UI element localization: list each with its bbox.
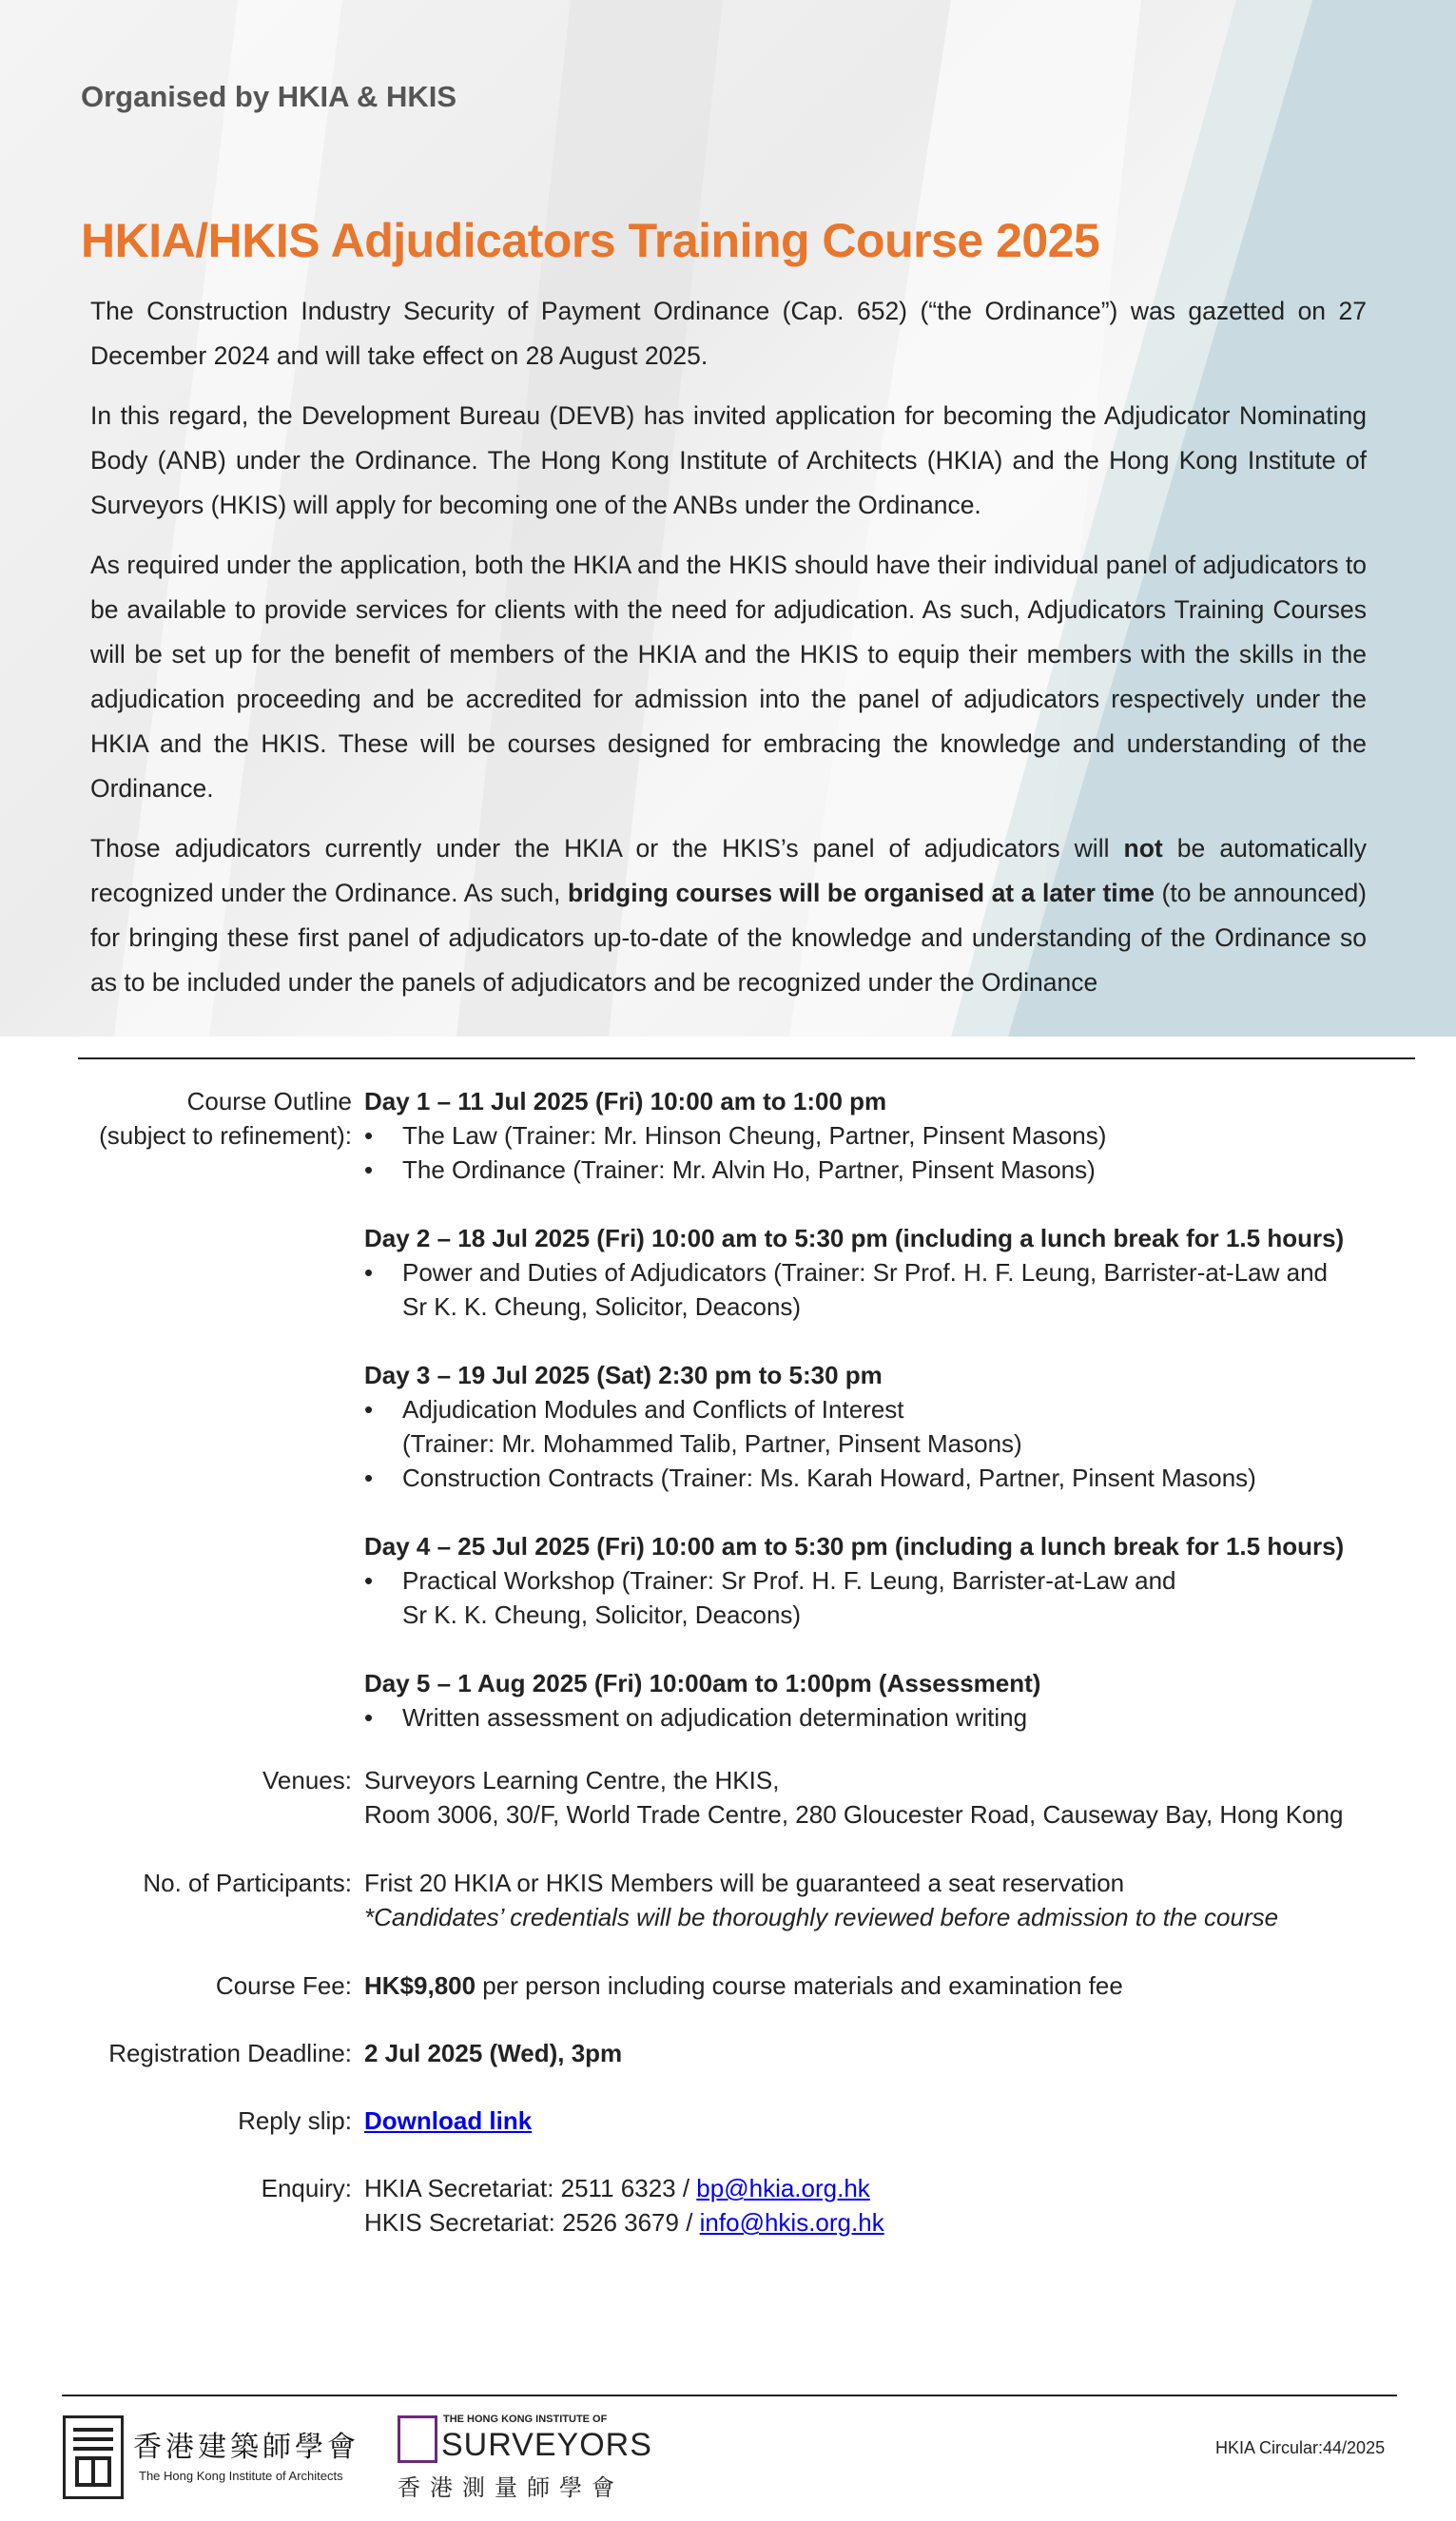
fee-amount: HK$9,800	[364, 1971, 476, 2000]
item-text: (Trainer: Mr. Mohammed Talib, Partner, Pinsent Masons)	[402, 1429, 1022, 1458]
intro-text	[90, 289, 1367, 1020]
hkia-phone: HKIA Secretariat: 2511 6323 /	[364, 2174, 697, 2202]
list-item	[364, 1153, 1429, 1187]
item-text: Practical Workshop (Trainer: Sr Prof. H. F. Leung, Barrister-at-Law and	[402, 1566, 1176, 1595]
hkis-chinese-name: 香港測量師學會	[398, 2474, 624, 2501]
label-line: Course Outline	[186, 1087, 352, 1115]
text-span: Those adjudicators currently under the HKIA or the HKIS’s panel of adjudicators will	[90, 834, 1124, 863]
item-text: Sr K. K. Cheung, Solicitor, Deacons)	[402, 1600, 802, 1629]
list-item	[364, 1255, 1429, 1290]
participants-note: *Candidates’ credentials will be thoroughly reviewed before admission to the course	[364, 1903, 1279, 1931]
fee-label: Course Fee:	[215, 1971, 352, 2000]
bullet: •	[364, 1121, 374, 1150]
hkia-email-link[interactable]: bp@hkia.org.hk	[696, 2174, 870, 2202]
fee-description: per person including course materials and examination fee	[476, 1971, 1123, 2000]
day-heading: Day 1 – 11 Jul 2025 (Fri) 10:00 am to 1:00 pm	[364, 1087, 887, 1115]
day-block	[364, 1529, 1429, 1632]
intro-paragraph: As required under the application, both the HKIA and the HKIS should have their individual panel of adjudicators to be available to provide services for clients with the need for adjudication. As such, Adjudicators Training Courses will be set up for the benefit of members of the HKIA and the HKIS to equip their members with the skills in the adjudication proceeding and be accredited for admission into the panel of adjudicators respectively under the HKIA and the HKIS. These will be courses designed for embracing the knowledge and understanding of the Ordinance.	[90, 551, 1367, 803]
hkis-email-link[interactable]: info@hkis.org.hk	[699, 2208, 884, 2237]
deadline-value: 2 Jul 2025 (Wed), 3pm	[364, 2039, 623, 2067]
footer-divider	[62, 2395, 1397, 2396]
day-block	[364, 1666, 1429, 1735]
bullet: •	[364, 1258, 374, 1287]
header-banner	[0, 0, 1456, 1037]
hkia-logo-icon	[63, 2415, 124, 2499]
hkis-name-large: SURVEYORS	[441, 2427, 652, 2463]
bullet: •	[364, 1464, 374, 1492]
text-span: (to be announced) for bringing these first panel of adjudicators up-to-date of the knowledge and understanding of the Ordinance so as to be included under the panels of adjudicators and be recognized under the Ordinance	[90, 879, 1368, 997]
course-outline-label	[99, 1084, 352, 1153]
participants-line: Frist 20 HKIA or HKIS Members will be guaranteed a seat reservation	[364, 1869, 1125, 1897]
emphasis-text: not	[1123, 834, 1163, 863]
hkis-phone: HKIS Secretariat: 2526 3679 /	[364, 2208, 700, 2237]
venues-value	[364, 1763, 1429, 1832]
hkis-contact	[364, 2205, 1429, 2240]
bullet: •	[364, 1566, 374, 1595]
participants-label: No. of Participants:	[143, 1869, 352, 1897]
intro-paragraph: The Construction Industry Security of Payment Ordinance (Cap. 652) (“the Ordinance”) was gazetted on 27 December 2024 and will take effect on 28 August 2025.	[90, 297, 1367, 370]
enquiry-label: Enquiry:	[261, 2174, 352, 2202]
item-text: Written assessment on adjudication determination writing	[402, 1703, 1028, 1732]
day-block	[364, 1358, 1429, 1495]
day-block	[364, 1221, 1429, 1324]
intro-paragraph: In this regard, the Development Bureau (DEVB) has invited application for becoming the Adjudicator Nominating Body (ANB) under the Ordinance. The Hong Kong Institute of Architects (HKIA) and the Hong Kong Institute of Surveyors (HKIS) will apply for becoming one of the ANBs under the Ordinance.	[90, 401, 1367, 519]
enquiry-value	[364, 2171, 1429, 2240]
divider	[78, 1057, 1415, 1059]
fee-value	[364, 1968, 1429, 2003]
reply-slip-label: Reply slip:	[238, 2106, 352, 2135]
list-item	[364, 1563, 1429, 1598]
hkis-name-small: THE HONG KONG INSTITUTE OF	[443, 2414, 608, 2425]
list-item-continued	[364, 1290, 1429, 1324]
day-heading: Day 2 – 18 Jul 2025 (Fri) 10:00 am to 5:30 pm (including a lunch break for 1.5 hours)	[364, 1224, 1345, 1252]
day-heading: Day 5 – 1 Aug 2025 (Fri) 10:00am to 1:00pm (Assessment)	[364, 1669, 1041, 1697]
day-heading: Day 3 – 19 Jul 2025 (Sat) 2:30 pm to 5:30 pm	[364, 1361, 883, 1389]
hkis-logo-icon	[398, 2415, 437, 2463]
list-item	[364, 1118, 1429, 1153]
venues-label: Venues:	[262, 1766, 352, 1794]
hkia-contact	[364, 2171, 1429, 2205]
item-text: The Ordinance (Trainer: Mr. Alvin Ho, Partner, Pinsent Masons)	[402, 1155, 1096, 1184]
participants-value	[364, 1866, 1429, 1934]
item-text: The Law (Trainer: Mr. Hinson Cheung, Partner, Pinsent Masons)	[402, 1121, 1107, 1150]
label-line: (subject to refinement):	[99, 1121, 352, 1150]
reply-slip-value	[364, 2104, 1429, 2138]
day-heading: Day 4 – 25 Jul 2025 (Fri) 10:00 am to 5:30 pm (including a lunch break for 1.5 hours)	[364, 1532, 1345, 1561]
venue-line: Surveyors Learning Centre, the HKIS,	[364, 1766, 780, 1794]
bullet: •	[364, 1395, 374, 1424]
circular-number: HKIA Circular:44/2025	[1215, 2438, 1386, 2457]
list-item-continued	[364, 1598, 1429, 1632]
text-span: be automatically recognized under the Ordinance. As such,	[90, 834, 1367, 907]
day-block	[364, 1084, 1429, 1187]
hkia-chinese-name: 香港建築師學會	[133, 2431, 359, 2464]
course-outline-days	[364, 1084, 1429, 1735]
list-item	[364, 1392, 1429, 1426]
list-item-continued	[364, 1426, 1429, 1461]
list-item	[364, 1700, 1429, 1735]
organiser-label: Organised by HKIA & HKIS	[81, 80, 457, 113]
item-text: Construction Contracts (Trainer: Ms. Karah Howard, Partner, Pinsent Masons)	[402, 1464, 1256, 1492]
bullet: •	[364, 1155, 374, 1184]
hkia-emblem	[66, 2418, 121, 2496]
bullet: •	[364, 1703, 374, 1732]
hkia-english-name: The Hong Kong Institute of Architects	[139, 2469, 343, 2483]
download-link[interactable]: Download link	[364, 2106, 533, 2135]
list-item	[364, 1461, 1429, 1495]
venue-line: Room 3006, 30/F, World Trade Centre, 280 Gloucester Road, Causeway Bay, Hong Kong	[364, 1800, 1344, 1829]
item-text: Power and Duties of Adjudicators (Trainer: Sr Prof. H. F. Leung, Barrister-at-Law and	[402, 1258, 1329, 1287]
item-text: Adjudication Modules and Conflicts of Interest	[402, 1395, 904, 1424]
page-title: HKIA/HKIS Adjudicators Training Course 2025	[81, 214, 1100, 267]
intro-paragraph	[90, 826, 1367, 1005]
item-text: Sr K. K. Cheung, Solicitor, Deacons)	[402, 1292, 802, 1321]
deadline-label: Registration Deadline:	[108, 2039, 352, 2067]
emphasis-text: bridging courses will be organised at a later time	[567, 879, 1155, 907]
